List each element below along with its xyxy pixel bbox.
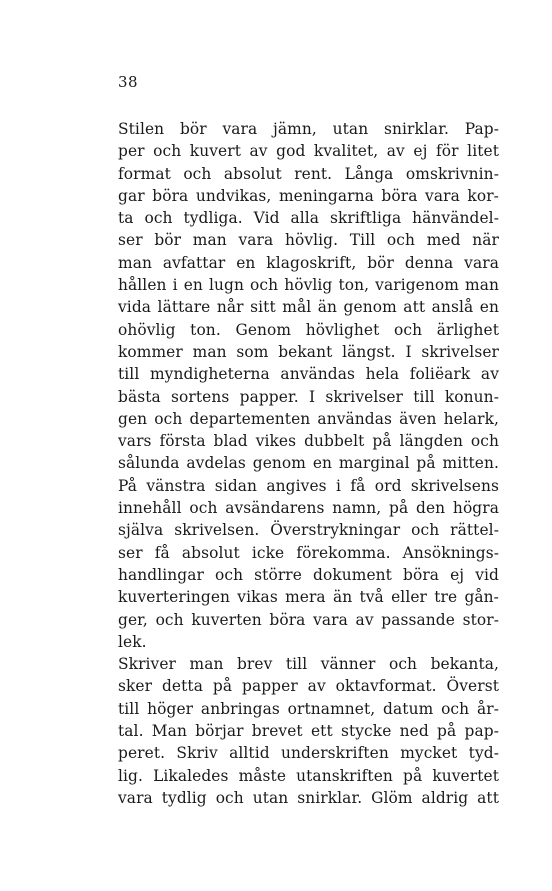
- text-line: tal. Man börjar brevet ett stycke ned på pap-: [118, 722, 499, 741]
- text-line: bästa sortens papper. I skrivelser till konun-: [118, 387, 499, 406]
- text-line: till höger anbringas ortnamnet, datum och år-: [118, 699, 499, 718]
- text-line: per och kuvert av god kvalitet, av ej för litet: [118, 142, 499, 161]
- text-line: ser få absolut icke förekomma. Ansöknings-: [118, 543, 499, 562]
- body-text: [118, 118, 499, 809]
- text-line: Skriver man brev till vänner och bekanta,: [118, 655, 499, 674]
- paragraph-2: [118, 653, 499, 809]
- text-line: ger, och kuverten böra vara av passande stor-: [118, 610, 499, 629]
- paragraph-1: [118, 118, 499, 653]
- text-line: lig. Likaledes måste utanskriften på kuvertet: [118, 766, 499, 785]
- text-line: ohövlig ton. Genom hövlighet och ärlighet: [118, 320, 499, 339]
- text-line: format och absolut rent. Långa omskrivnin-: [118, 164, 499, 183]
- text-line: hållen i en lugn och hövlig ton, varigenom man: [118, 276, 499, 295]
- text-line: ser bör man vara hövlig. Till och med när: [118, 231, 499, 250]
- text-line: På vänstra sidan angives i få ord skrivelsens: [118, 476, 499, 495]
- text-line: själva skrivelsen. Överstrykningar och rättel-: [118, 521, 499, 540]
- text-line: innehåll och avsändarens namn, på den högra: [118, 499, 499, 518]
- text-line: vara tydlig och utan snirklar. Glöm aldrig att: [118, 788, 499, 807]
- text-line: handlingar och större dokument böra ej vid: [118, 565, 499, 584]
- text-line: kuverteringen vikas mera än två eller tre gån-: [118, 588, 499, 607]
- text-line: peret. Skriv alltid underskriften mycket tyd-: [118, 744, 499, 763]
- text-line: sker detta på papper av oktavformat. Överst: [118, 677, 499, 696]
- text-line: lek.: [118, 632, 147, 651]
- text-line: sålunda avdelas genom en marginal på mitten.: [118, 454, 499, 473]
- text-line: Stilen bör vara jämn, utan snirklar. Pap-: [118, 120, 499, 138]
- text-line: gar böra undvikas, meningarna böra vara kor-: [118, 186, 499, 205]
- text-line: till myndigheterna användas hela foliëark av: [118, 365, 499, 384]
- text-line: kommer man som bekant längst. I skrivelser: [118, 342, 499, 361]
- text-line: vars första blad vikes dubbelt på längden och: [118, 432, 499, 451]
- text-line: gen och departementen användas även helark,: [118, 409, 499, 428]
- text-line: vida lättare når sitt mål än genom att anslå en: [118, 298, 499, 317]
- text-line: man avfattar en klagoskrift, bör denna vara: [118, 253, 499, 272]
- page-number: 38: [118, 73, 139, 91]
- text-line: ta och tydliga. Vid alla skriftliga hänvändel-: [118, 209, 499, 228]
